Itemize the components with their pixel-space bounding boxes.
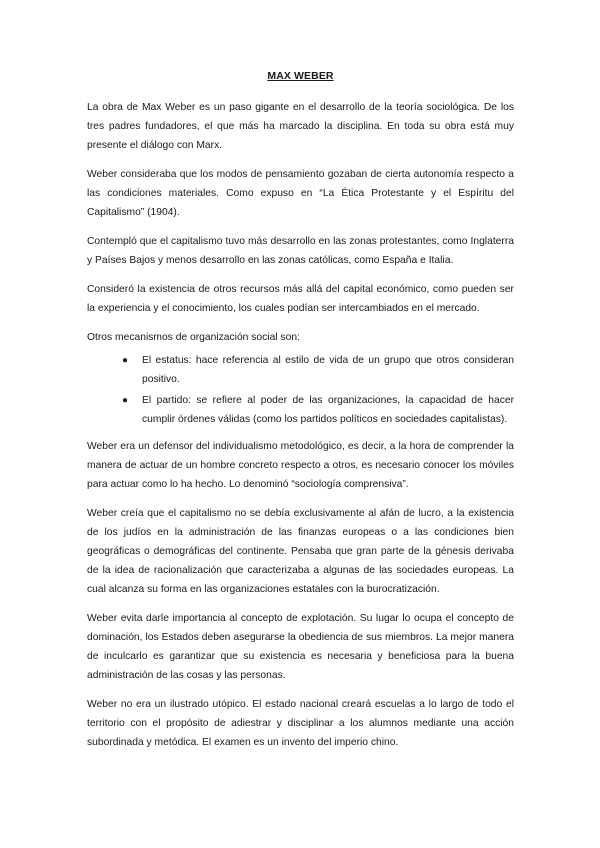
list-item-text: El estatus: hace referencia al estilo de vida de un grupo que otros consideran positivo. — [142, 355, 514, 385]
paragraph-resources: Consideró la existencia de otros recursos más allá del capital económico, como pueden ser la experiencia y el conocimiento, los cuales podían ser intercambiados en el mercado. — [87, 284, 514, 314]
bullet-icon: ● — [122, 355, 129, 366]
list-item — [122, 391, 514, 429]
paragraph-intro: La obra de Max Weber es un paso gigante en el desarrollo de la teoría sociológica. De los tres padres fundadores, el que más ha marcado la disciplina. En toda su obra está muy presente el diálogo con Marx. — [87, 102, 514, 151]
bullet-icon: ● — [122, 395, 129, 406]
paragraph-schools: Weber no era un ilustrado utópico. El estado nacional creará escuelas a lo largo de todo el territorio con el propósito de adiestrar y disciplinar a los alumnos mediante una acción subordinada y metódica. El examen es un invento del imperio chino. — [87, 699, 514, 748]
paragraph-domination: Weber evita darle importancia al concepto de explotación. Su lugar lo ocupa el concepto de dominación, los Estados deben asegurarse la obediencia de sus miembros. La mejor manera de inculcarlo es garantizar que su existencia es necesaria y beneficiosa para la buena administración de las cosas y las personas. — [87, 613, 514, 681]
paragraph-individualism: Weber era un defensor del individualismo metodológico, es decir, a la hora de comprender la manera de actuar de un hombre concreto respecto a otros, es necesario conocer los móviles para actuar como lo ha hecho. Lo denominó “sociología comprensiva”. — [87, 441, 514, 490]
list-item-text: El partido: se refiere al poder de las organizaciones, la capacidad de hacer cumplir órdenes válidas (como los partidos políticos en sociedades capitalistas). — [142, 395, 514, 425]
paragraph-autonomy: Weber consideraba que los modos de pensamiento gozaban de cierta autonomía respecto a las condiciones materiales. Como expuso en “La Ética Protestante y el Espíritu del Capitalismo” (1904). — [87, 169, 514, 218]
bullet-list — [87, 351, 514, 429]
paragraph-protestant: Contempló que el capitalismo tuvo más desarrollo en las zonas protestantes, como Inglaterra y Países Bajos y menos desarrollo en las zonas católicas, como España e Italia. — [87, 236, 514, 266]
document-title: MAX WEBER — [267, 70, 334, 82]
list-item — [122, 351, 514, 389]
paragraph-capitalism: Weber creía que el capitalismo no se debía exclusivamente al afán de lucro, a la existencia de los judíos en la administración de las finanzas europeas o a las condiciones bien geográficas o demográficas del continente. Pensaba que gran parte de la génesis derivaba de la idea de racionalización que caracterizaba a algunas de las sociedades europeas. La cual alcanza su forma en las organizaciones estatales con la burocratización. — [87, 508, 514, 595]
document-page — [87, 70, 514, 762]
paragraph-mechanisms: Otros mecanismos de organización social son: — [87, 332, 300, 343]
